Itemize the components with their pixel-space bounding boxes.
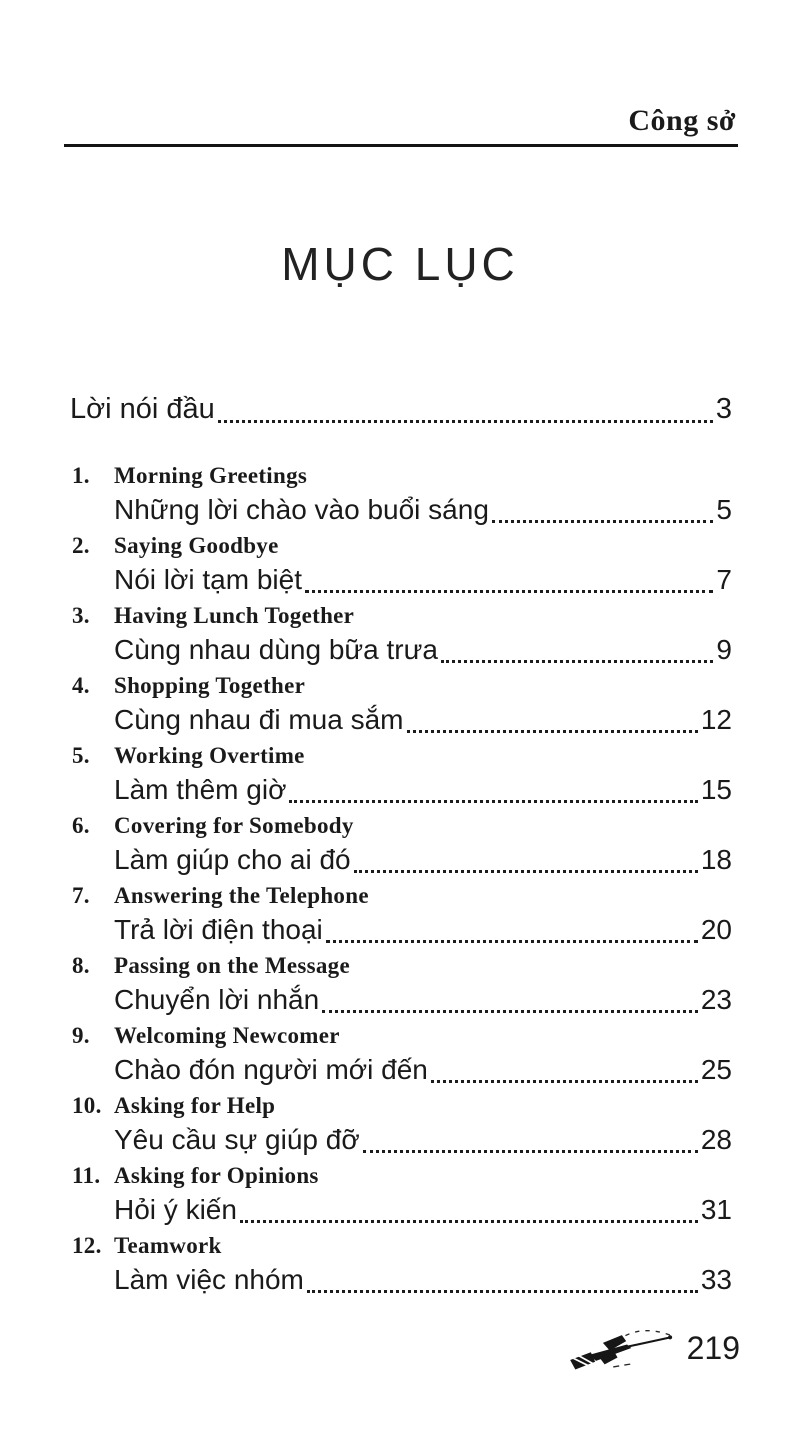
dot-leader <box>407 730 698 733</box>
entry-title-row <box>72 881 732 913</box>
entry-title-english: Answering the Telephone <box>114 883 369 908</box>
dot-leader <box>218 420 713 423</box>
entry-subtitle-row <box>114 913 732 951</box>
entry-title-vietnamese: Trả lời điện thoại <box>114 914 323 945</box>
entry-title-row <box>72 1231 732 1263</box>
toc-entry <box>72 811 732 881</box>
airplane-icon <box>565 1322 677 1374</box>
entry-title-vietnamese: Chào đón người mới đến <box>114 1054 428 1085</box>
toc-entry <box>72 531 732 601</box>
dot-leader <box>240 1220 698 1223</box>
toc-entry <box>72 951 732 1021</box>
toc-entry <box>72 671 732 741</box>
entry-title-english: Morning Greetings <box>114 463 308 488</box>
entry-title-row <box>72 671 732 703</box>
entry-title-row <box>72 1021 732 1053</box>
entry-subtitle-row <box>114 1053 732 1091</box>
entry-title-vietnamese: Làm thêm giờ <box>114 774 287 805</box>
entry-title-english: Shopping Together <box>114 673 306 698</box>
entry-title-row <box>72 461 732 493</box>
entry-number: 8. <box>72 953 90 978</box>
entry-title-row <box>72 951 732 983</box>
dot-leader <box>441 660 713 663</box>
entry-number: 6. <box>72 813 90 838</box>
entry-title-vietnamese: Làm việc nhóm <box>114 1264 304 1295</box>
dot-leader <box>289 800 697 803</box>
entry-page-number: 15 <box>700 774 732 805</box>
entry-title-vietnamese: Nói lời tạm biệt <box>114 564 302 595</box>
entry-subtitle-row <box>114 1193 732 1231</box>
entry-title-vietnamese: Hỏi ý kiến <box>114 1194 237 1225</box>
entry-title-row <box>72 601 732 633</box>
entry-number: 7. <box>72 883 90 908</box>
entry-number: 4. <box>72 673 90 698</box>
page-title: MỤC LỤC <box>281 238 519 290</box>
dot-leader <box>326 940 698 943</box>
entry-number: 5. <box>72 743 90 768</box>
entry-subtitle-row <box>114 843 732 881</box>
entry-page-number: 5 <box>716 494 732 525</box>
entry-subtitle-row <box>114 563 732 601</box>
entry-subtitle-row <box>114 703 732 741</box>
running-header: Công sở <box>628 104 736 137</box>
entry-subtitle-row <box>114 633 732 671</box>
entry-number: 1. <box>72 463 90 488</box>
entry-number: 3. <box>72 603 90 628</box>
entry-title-english: Covering for Somebody <box>114 813 354 838</box>
dot-leader <box>363 1150 698 1153</box>
entry-title-vietnamese: Chuyển lời nhắn <box>114 984 320 1015</box>
toc-entry <box>72 601 732 671</box>
entry-page-number: 20 <box>700 914 732 945</box>
entry-page-number: 33 <box>700 1264 732 1295</box>
entry-title-english: Asking for Opinions <box>114 1163 319 1188</box>
entry-title-vietnamese: Những lời chào vào buổi sáng <box>114 494 489 525</box>
dot-leader <box>431 1080 698 1083</box>
toc-entry <box>72 1021 732 1091</box>
page-footer <box>565 1322 740 1374</box>
entry-subtitle-row <box>114 983 732 1021</box>
entry-title-english: Saying Goodbye <box>114 533 279 558</box>
entry-title-english: Passing on the Message <box>114 953 350 978</box>
folio-page-number: 219 <box>686 1329 740 1366</box>
entry-page-number: 28 <box>700 1124 732 1155</box>
entry-title-vietnamese: Làm giúp cho ai đó <box>114 844 351 875</box>
toc-entry <box>72 741 732 811</box>
preface-label: Lời nói đầu <box>70 393 215 425</box>
toc-entry <box>72 1161 732 1231</box>
toc-entry <box>72 881 732 951</box>
entry-subtitle-row <box>114 1263 732 1301</box>
toc-entry <box>72 461 732 531</box>
toc-list <box>72 461 732 1301</box>
entry-number: 10. <box>72 1093 102 1118</box>
entry-title-vietnamese: Yêu cầu sự giúp đỡ <box>114 1124 360 1155</box>
entry-subtitle-row <box>114 773 732 811</box>
dot-leader <box>354 870 698 873</box>
entry-title-row <box>72 1091 732 1123</box>
entry-page-number: 23 <box>700 984 732 1015</box>
entry-number: 2. <box>72 533 90 558</box>
entry-title-english: Having Lunch Together <box>114 603 355 628</box>
preface-row <box>70 391 732 431</box>
entry-title-vietnamese: Cùng nhau dùng bữa trưa <box>114 634 438 665</box>
toc-entry <box>72 1231 732 1301</box>
entry-title-row <box>72 1161 732 1193</box>
entry-title-row <box>72 531 732 563</box>
entry-number: 11. <box>72 1163 101 1188</box>
entry-subtitle-row <box>114 493 732 531</box>
entry-title-row <box>72 811 732 843</box>
preface-page-number: 3 <box>715 393 732 425</box>
entry-page-number: 31 <box>700 1194 732 1225</box>
entry-title-english: Working Overtime <box>114 743 305 768</box>
entry-page-number: 18 <box>700 844 732 875</box>
dot-leader <box>307 1290 698 1293</box>
entry-subtitle-row <box>114 1123 732 1161</box>
entry-title-english: Welcoming Newcomer <box>114 1023 340 1048</box>
entry-page-number: 12 <box>700 704 732 735</box>
entry-page-number: 7 <box>716 564 732 595</box>
entry-title-vietnamese: Cùng nhau đi mua sắm <box>114 704 404 735</box>
entry-page-number: 9 <box>716 634 732 665</box>
entry-title-english: Asking for Help <box>114 1093 276 1118</box>
entry-number: 9. <box>72 1023 90 1048</box>
dot-leader <box>305 590 713 593</box>
entry-number: 12. <box>72 1233 102 1258</box>
entry-page-number: 25 <box>700 1054 732 1085</box>
entry-title-english: Teamwork <box>114 1233 222 1258</box>
dot-leader <box>322 1010 698 1013</box>
dot-leader <box>492 520 714 523</box>
header-rule <box>64 144 738 147</box>
toc-entry <box>72 1091 732 1161</box>
entry-title-row <box>72 741 732 773</box>
